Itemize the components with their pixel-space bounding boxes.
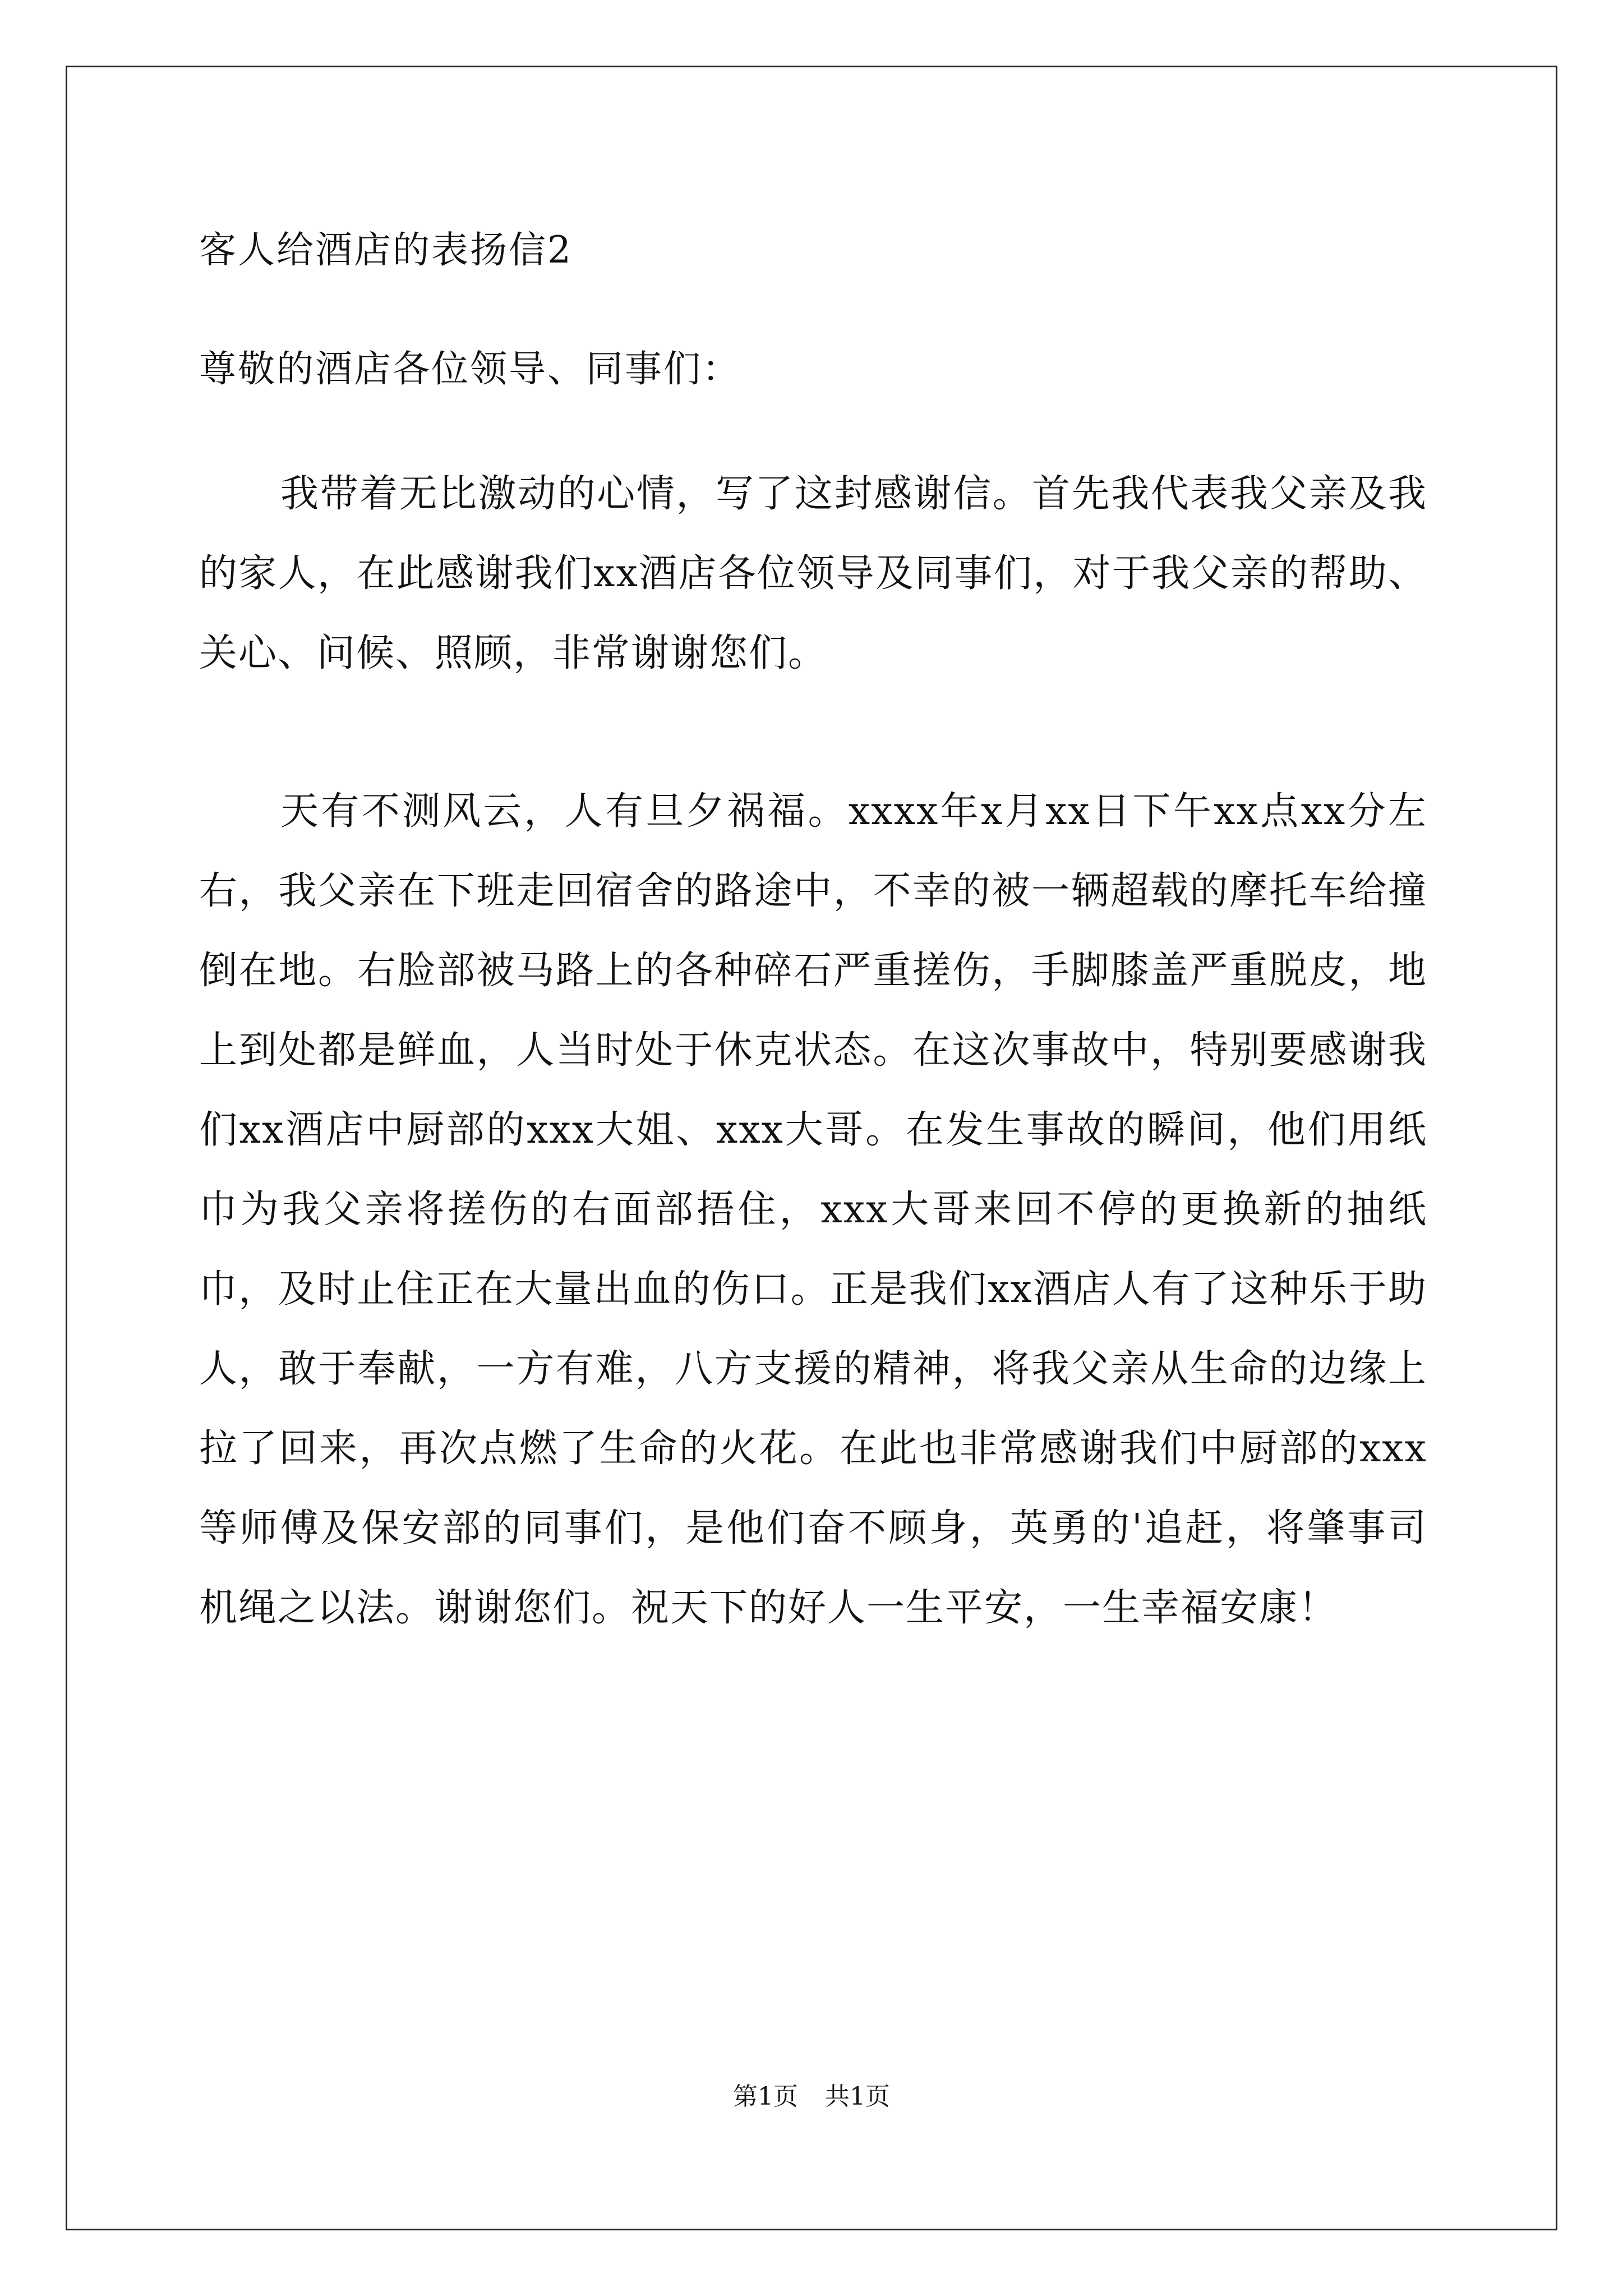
paragraph-2: 天有不测风云，人有旦夕祸福。xxxx年x月xx日下午xx点xx分左右，我父亲在下班走回宿舍的路途中，不幸的被一辆超载的摩托车给撞倒在地。右脸部被马路上的各种碎石严重搓伤，手脚膝盖严重脱皮，地上到处都是鲜血，人当时处于休克状态。在这次事故中，特别要感谢我们xx酒店中厨部的xxx大姐、xxx大哥。在发生事故的瞬间，他们用纸巾为我父亲将搓伤的右面部捂住，xxx大哥来回不停的更换新的抽纸巾，及时止住正在大量出血的伤口。正是我们xx酒店人有了这种乐于助人，敢于奉献，一方有难，八方支援的精神，将我父亲从生命的边缘上拉了回来，再次点燃了生命的火花。在此也非常感谢我们中厨部的xxx等师傅及保安部的同事们，是他们奋不顾身，英勇的'追赶，将肇事司机绳之以法。谢谢您们。祝天下的好人一生平安，一生幸福安康！ xyxy=(199,789,1427,1630)
document-title: 客人给酒店的表扬信2 xyxy=(199,228,573,272)
page-total: 共1页 xyxy=(825,2082,890,2111)
document-body xyxy=(199,217,1427,1727)
page-footer xyxy=(0,2080,1623,2114)
paragraph-1: 我带着无比激动的心情，写了这封感谢信。首先我代表我父亲及我的家人，在此感谢我们xx酒店各位领导及同事们，对于我父亲的帮助、关心、问候、照顾，非常谢谢您们。 xyxy=(199,472,1427,675)
salutation: 尊敬的酒店各位领导、同事们： xyxy=(199,347,741,390)
page-number: 第1页 xyxy=(733,2082,798,2111)
